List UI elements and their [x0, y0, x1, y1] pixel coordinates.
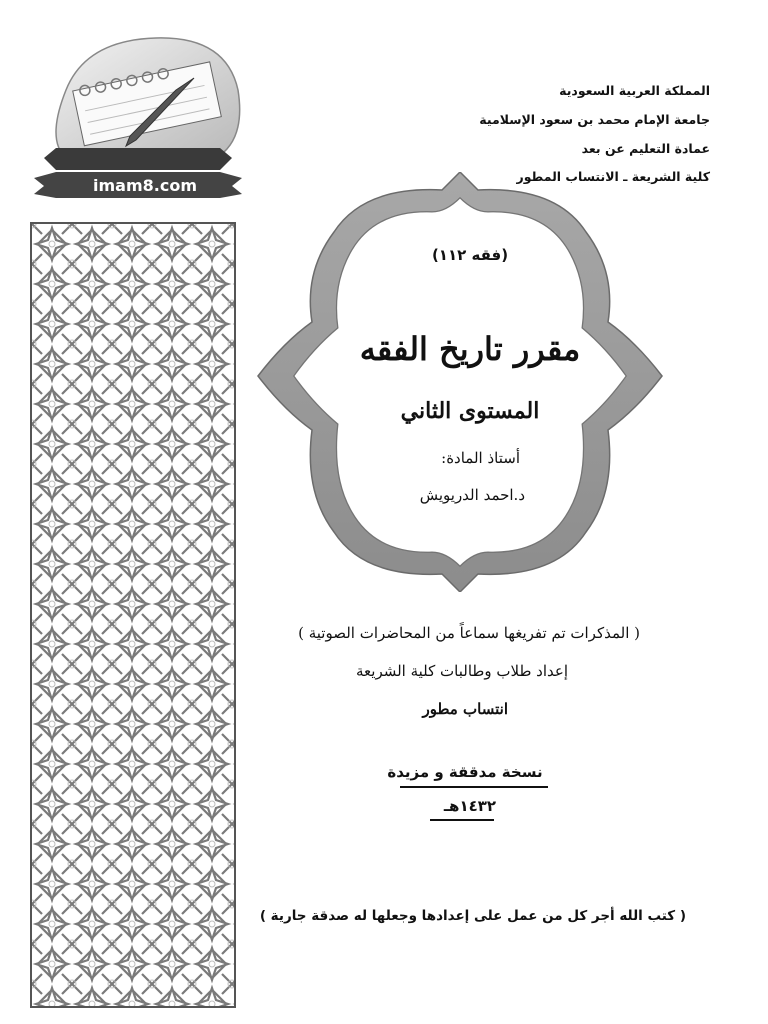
institution-line-3: عمادة التعليم عن بعد	[581, 141, 710, 156]
institution-line-1: المملكة العربية السعودية	[559, 83, 710, 98]
teacher-label: أستاذ المادة:	[441, 449, 520, 467]
institution-line-4: كلية الشريعة ـ الانتساب المطور	[516, 169, 710, 184]
affiliation: انتساب مطور	[422, 700, 508, 718]
course-title: مقرر تاريخ الفقه	[359, 330, 581, 368]
notes-source: ( المذكرات تم تفريغها سماعاً من المحاضرات الصوتية )	[298, 624, 640, 642]
edition-year: ١٤٣٢هـ	[443, 797, 497, 815]
logo-site-text: imam8.com	[93, 176, 197, 195]
pencil-notebook-icon	[26, 30, 250, 200]
edition-underline	[400, 786, 548, 788]
edition-label: نسخة مدققة و مزيدة	[387, 763, 543, 781]
course-code: (فقه ١١٢)	[431, 246, 509, 264]
footer-dua: ( كتب الله أجر كل من عمل على إعدادها وجعلها له صدقة جارية )	[259, 908, 686, 924]
logo-subtitle: مكتبة منتسبي الشريعة	[89, 202, 201, 213]
course-level: المستوى الثاني	[400, 398, 540, 424]
teacher-name: د.احمد الدريويش	[419, 486, 525, 504]
institution-line-2: جامعة الإمام محمد بن سعود الإسلامية	[479, 112, 710, 127]
year-underline	[430, 819, 494, 821]
ornamental-frame	[256, 172, 664, 592]
site-logo	[26, 30, 250, 213]
geometric-pattern-strip	[30, 222, 236, 1008]
prepared-by: إعداد طلاب وطالبات كلية الشريعة	[356, 662, 568, 680]
